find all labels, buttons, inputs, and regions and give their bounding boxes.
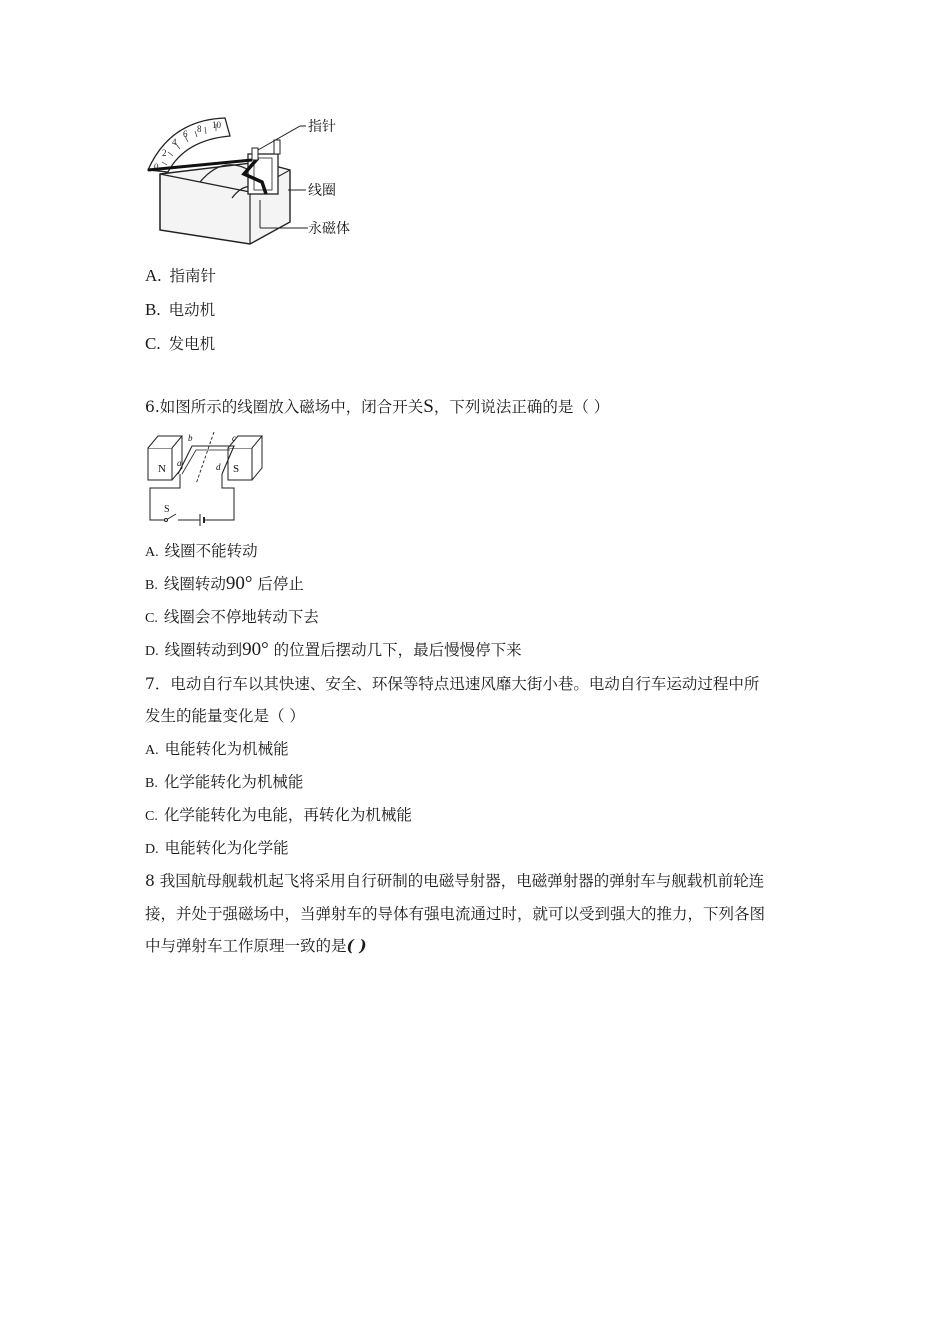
q5-option-c: C. 发电机: [145, 334, 216, 353]
coil-label: 线圈: [308, 183, 336, 199]
svg-text:4: 4: [172, 137, 177, 147]
magnet-label: 永磁体: [308, 221, 350, 237]
south-pole-label: S: [233, 463, 240, 475]
q7-option-d: D. 电能转化为化学能: [145, 839, 289, 857]
svg-text:0: 0: [154, 162, 159, 172]
corner-d-label: d: [216, 462, 221, 472]
q7-stem-line2: 发生的能量变化是（ ）: [145, 707, 305, 725]
corner-c-label: c: [232, 433, 236, 443]
q8-stem-line2: 接，并处于强磁场中，当弹射车的导体有强电流通过时，就可以受到强大的推力，下列各图: [145, 905, 766, 923]
q6-stem: 6.如图所示的线圈放入磁场中，闭合开关S，下列说法正确的是（ ）: [145, 396, 610, 417]
coil-magnet-figure: [144, 428, 269, 526]
q6-option-b: B. 线圈转动90° 后停止: [145, 573, 304, 594]
q7-stem-line1: 7．电动自行车以其快速、安全、环保等特点迅速风靡大街小巷。电动自行车运动过程中所: [145, 675, 760, 693]
galvanometer-figure: [140, 112, 350, 252]
switch-label: S: [164, 504, 170, 515]
q6-option-c: C. 线圈会不停地转动下去: [145, 608, 319, 626]
pointer-label: 指针: [308, 119, 336, 135]
svg-text:8: 8: [197, 124, 202, 134]
q6-option-d: D. 线圈转动到90° 的位置后摆动几下，最后慢慢停下来: [145, 639, 522, 660]
q8-stem-line1: 8 我国航母舰载机起飞将采用自行研制的电磁导射器，电磁弹射器的弹射车与舰载机前轮连: [145, 872, 765, 890]
q7-option-b: B. 化学能转化为机械能: [145, 773, 304, 791]
north-pole-label: N: [158, 463, 166, 475]
q8-stem-line3: 中与弹射车工作原理一致的是( ): [145, 936, 367, 955]
svg-text:10: 10: [212, 120, 221, 130]
corner-b-label: b: [188, 433, 193, 443]
corner-a-label: a: [177, 458, 182, 468]
q5-option-b: B. 电动机: [145, 300, 216, 319]
q5-option-a: A. 指南针: [145, 266, 217, 285]
q7-option-c: C. 化学能转化为电能，再转化为机械能: [145, 806, 412, 824]
svg-text:2: 2: [162, 148, 167, 158]
svg-text:6: 6: [183, 129, 188, 139]
q7-option-a: A. 电能转化为机械能: [145, 740, 289, 758]
q6-option-a: A. 线圈不能转动: [145, 542, 258, 560]
